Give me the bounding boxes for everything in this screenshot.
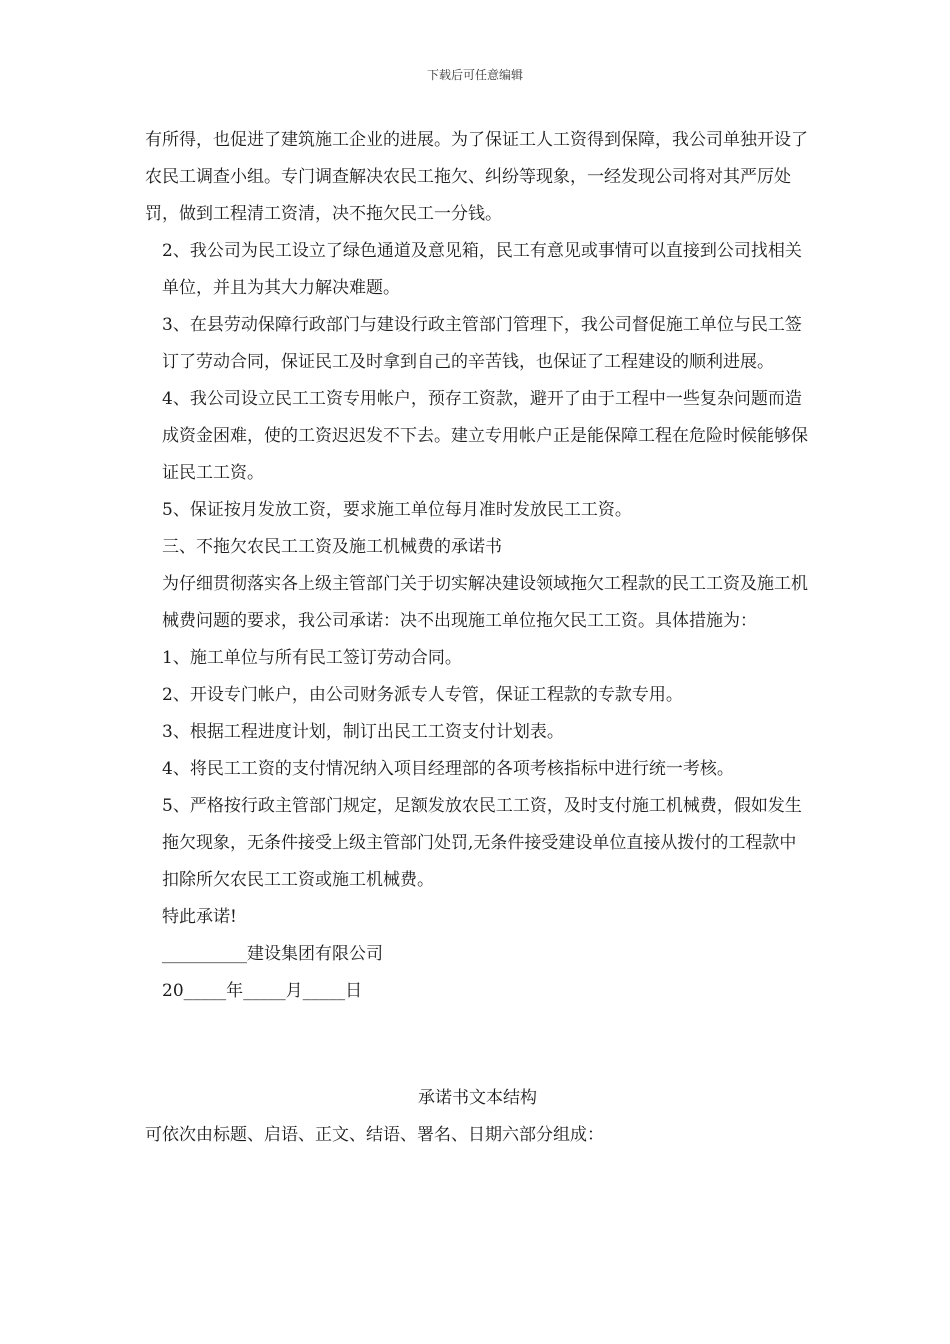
closing-text: 特此承诺! <box>162 907 237 927</box>
signature-line: __________建设集团有限公司 <box>162 944 383 964</box>
list-item: 5、严格按行政主管部门规定，足额发放农民工工资，及时支付施工机械费，假如发生拖欠现象，无条件接受上级主管部门处罚,无条件接受建设单位直接从拨付的工程款中扣除所欠农民工工资或施工机械费。 <box>162 796 802 890</box>
list-item: 4、将民工工资的支付情况纳入项目经理部的各项考核指标中进行统一考核。 <box>162 759 734 779</box>
paragraph: 3、在县劳动保障行政部门与建设行政主管部门管理下，我公司督促施工单位与民工签订了劳动合同，保证民工及时拿到自己的辛苦钱，也保证了工程建设的顺利进展。 <box>162 315 802 372</box>
paragraph: 4、我公司设立民工工资专用帐户，预存工资款，避开了由于工程中一些复杂问题而造成资金困难，使的工资迟迟发不下去。建立专用帐户正是能保障工程在危险时候能够保证民工工资。 <box>162 389 808 483</box>
paragraph: 5、保证按月发放工资，要求施工单位每月准时发放民工工资。 <box>162 500 632 520</box>
paragraph: 可依次由标题、启语、正文、结语、署名、日期六部分组成： <box>145 1125 604 1145</box>
section-title: 承诺书文本结构 <box>418 1088 537 1108</box>
paragraph: 2、我公司为民工设立了绿色通道及意见箱，民工有意见或事情可以直接到公司找相关单位，并且为其大力解决难题。 <box>162 241 802 298</box>
list-item: 2、开设专门帐户，由公司财务派专人专管，保证工程款的专款专用。 <box>162 685 683 705</box>
paragraph: 有所得，也促进了建筑施工企业的进展。为了保证工人工资得到保障，我公司单独开设了农民工调查小组。专门调查解决农民工拖欠、纠纷等现象，一经发现公司将对其严厉处罚，做到工程清工资清，决不拖欠民工一分钱。 <box>145 130 808 224</box>
section-heading: 三、不拖欠农民工工资及施工机械费的承诺书 <box>162 537 502 557</box>
list-item: 1、施工单位与所有民工签订劳动合同。 <box>162 648 462 668</box>
spacer <box>145 1010 810 1080</box>
date-line: 20_____年_____月_____日 <box>162 981 363 1001</box>
page-header: 下载后可任意编辑 <box>426 68 523 82</box>
document-body <box>145 122 810 1154</box>
list-item: 3、根据工程进度计划，制订出民工工资支付计划表。 <box>162 722 564 742</box>
paragraph: 为仔细贯彻落实各上级主管部门关于切实解决建设领域拖欠工程款的民工工资及施工机械费问题的要求，我公司承诺：决不出现施工单位拖欠民工工资。具体措施为： <box>162 574 808 631</box>
